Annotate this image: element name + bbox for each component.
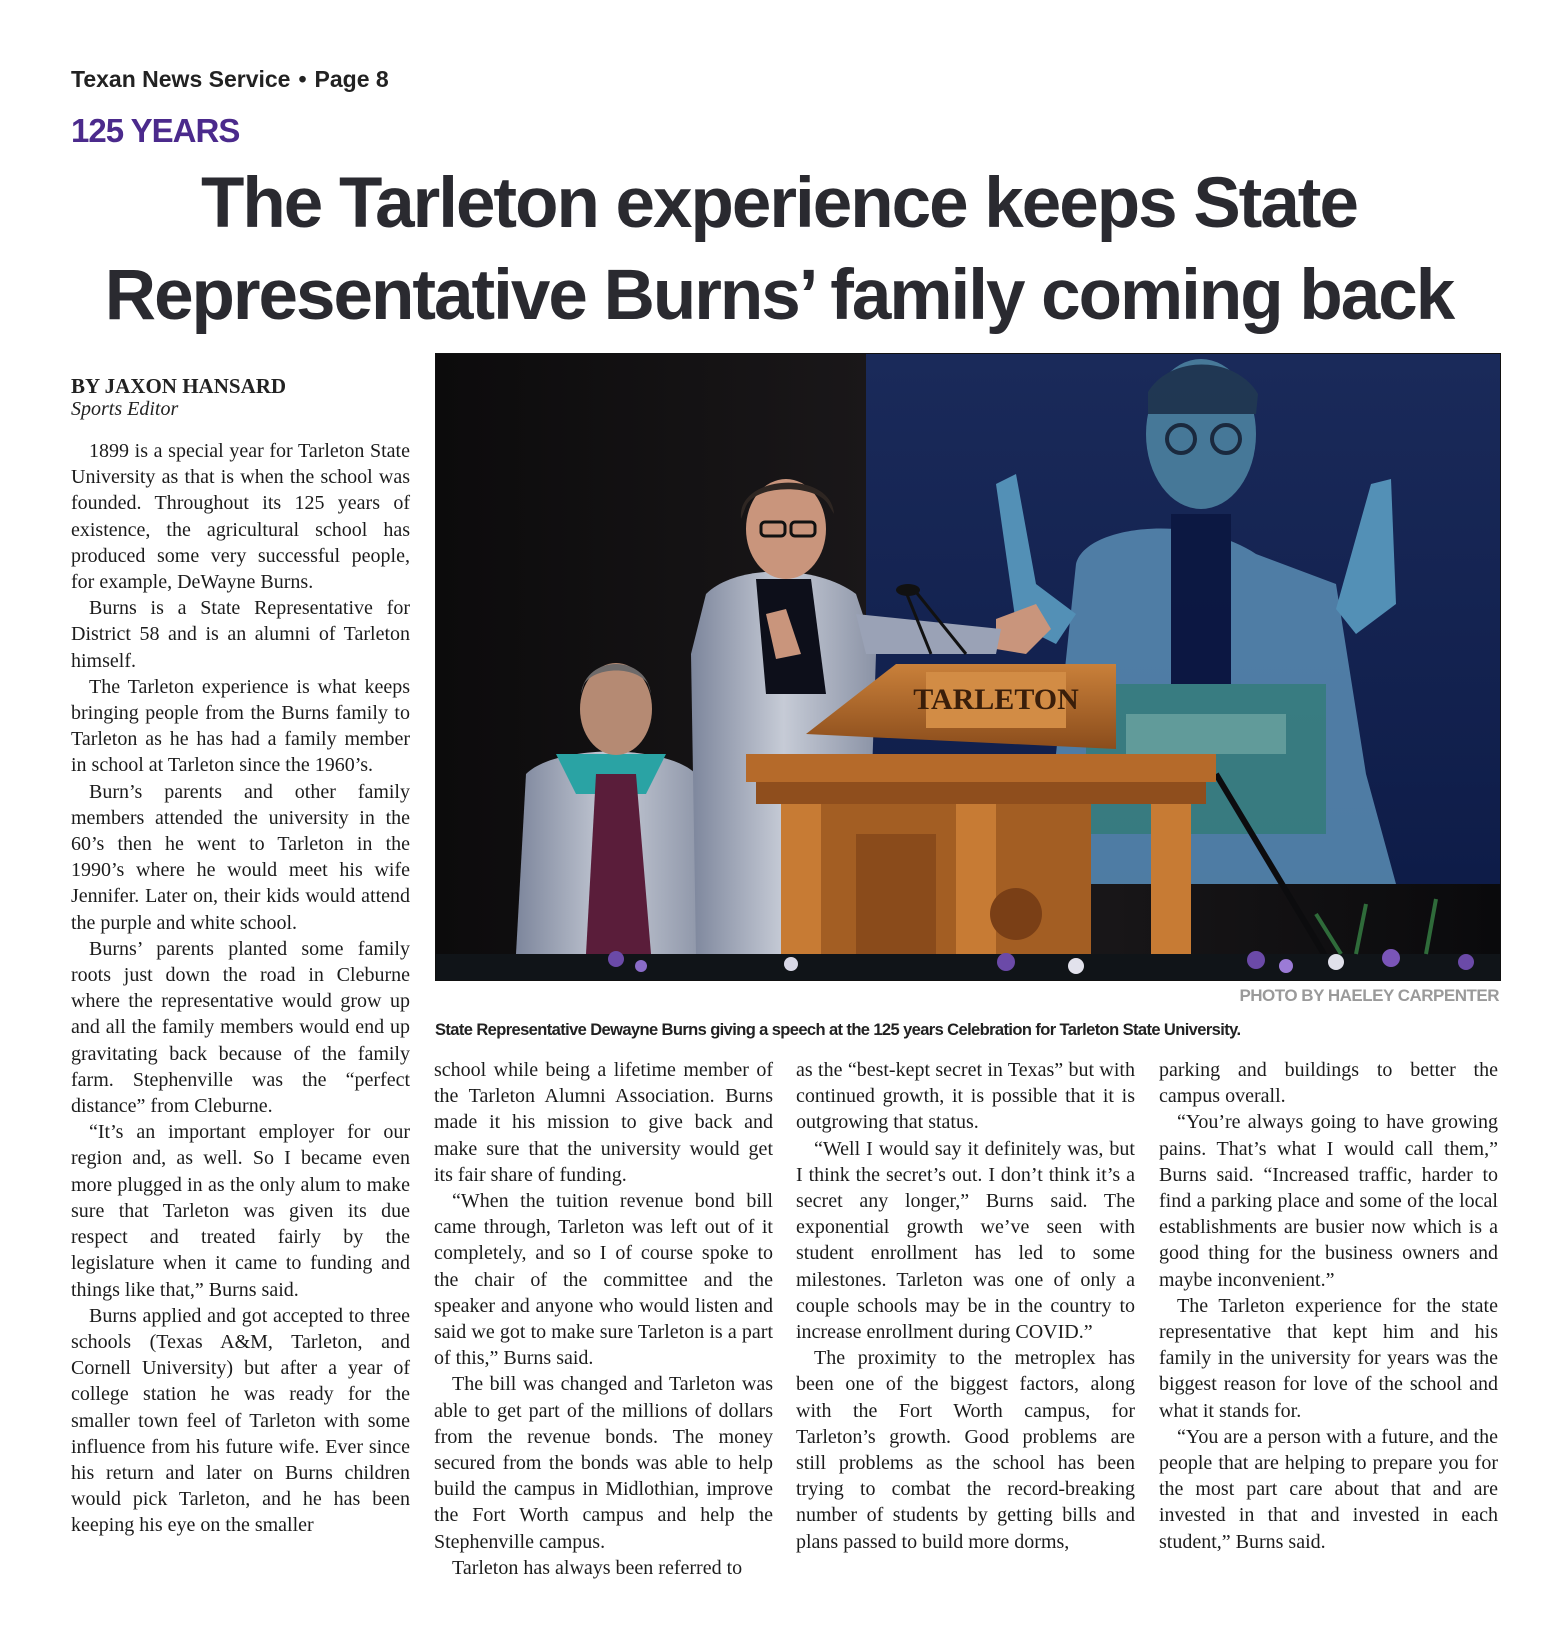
page-number: Page 8 (314, 66, 389, 92)
publication-name: Texan News Service (71, 66, 291, 92)
paragraph: Tarleton has always been referred to (452, 1556, 743, 1579)
article-column-3 (796, 1057, 1135, 1555)
paragraph: 1899 is a special year for Tarleton State University as that is when the school was founded. Throughout its 125 years of existence, the agricultural school has produced some very successful people, for example, DeWayne Burns. (71, 440, 410, 594)
article-column-4 (1159, 1057, 1498, 1555)
paragraph: “Well I would say it definitely was, but I think the secret’s out. I don’t think it’s a secret any longer,” Burns said. The exponential growth we’ve seen with student enrollment has led to some milestones. Tarleton was one of only a couple schools may be in the country to increase enrollment during COVID.” (796, 1137, 1135, 1344)
photo-illustration (436, 354, 1500, 980)
folio-separator: • (298, 66, 307, 92)
paragraph: Burn’s parents and other family members attended the university in the 60’s then he went to Tarleton in the 1990’s where he would meet his wife Jennifer. Later on, their kids would attend the purple and white school. (71, 780, 410, 934)
paragraph: “It’s an important employer for our region and, as well. So I became even more plugged in as the only alum to make sure that Tarleton was given its due respect and treated fairly by the legislature when it came to funding and things like that,” Burns said. (71, 1121, 410, 1301)
paragraph-continued: parking and buildings to better the campus overall. (1159, 1059, 1498, 1108)
page-folio (71, 66, 389, 93)
paragraph: The Tarleton experience is what keeps bringing people from the Burns family to Tarleton as he has had a family member in school at Tarleton since the 1960’s. (71, 675, 410, 777)
author-byline: BY JAXON HANSARD (71, 374, 287, 398)
paragraph: Burns is a State Representative for District 58 and is an alumni of Tarleton himself. (71, 597, 410, 672)
paragraph: The bill was changed and Tarleton was able to get part of the millions of dollars from the revenue bonds. The money secured from the bonds was able to help build the campus in Midlothian, improve the Fort Worth campus and help the Stephenville campus. (434, 1373, 773, 1553)
section-label: 125 YEARS (71, 112, 240, 149)
paragraph: “When the tuition revenue bond bill came through, Tarleton was left out of it completely, and so I of course spoke to the chair of the committee and the speaker and anyone who would listen and said we got to make sure Tarleton is a part of this,” Burns said. (434, 1190, 773, 1370)
paragraph: Burns’ parents planted some family roots just down the road in Cleburne where the representative would grow up and all the family members would end up gravitating back because of the family farm. Stephenville was the “perfect distance” from Cleburne. (71, 937, 410, 1118)
headline: The Tarleton experience keeps State Representative Burns’ family coming back (104, 164, 1454, 335)
paragraph: Burns applied and got accepted to three schools (Texas A&M, Tarleton, and Cornell University) but after a year of college station he was ready for the smaller town feel of Tarleton with some influence from his future wife. Ever since his return and later on Burns children would pick Tarleton, and he has been keeping his eye on the smaller (71, 1304, 410, 1537)
podium-text: TARLETON (913, 683, 1079, 716)
article-column-1 (71, 438, 410, 1539)
paragraph: The Tarleton experience for the state representative that kept him and his family in the university for years was the biggest reason for love of the school and what it stands for. (1159, 1294, 1498, 1422)
photo-caption: State Representative Dewayne Burns giving a speech at the 125 years Celebration for Tarleton State University. (435, 1021, 1241, 1039)
paragraph-continued: as the “best-kept secret in Texas” but with continued growth, it is possible that it is outgrowing that status. (796, 1059, 1135, 1134)
paragraph: “You are a person with a future, and the people that are helping to prepare you for the most part care about that and are invested in that and invested in each student,” Burns said. (1159, 1425, 1498, 1553)
article-photo (435, 353, 1501, 981)
author-role: Sports Editor (71, 398, 179, 420)
paragraph-continued: school while being a lifetime member of the Tarleton Alumni Association. Burns made it his mission to give back and make sure that the university would get its fair share of funding. (434, 1059, 773, 1186)
article-column-2 (434, 1057, 773, 1581)
photo-credit: PHOTO BY HAELEY CARPENTER (1239, 986, 1499, 1005)
paragraph: The proximity to the metroplex has been one of the biggest factors, along with the Fort Worth campus, for Tarleton’s growth. Good problems are still problems as the school has been trying to combat the record-breaking number of students by getting bills and plans passed to build more dorms, (796, 1347, 1135, 1553)
paragraph: “You’re always going to have growing pains. That’s what I would call them,” Burns said. “Increased traffic, harder to find a parking place and some of the local establishments are busier now which is a good thing for the business owners and maybe inconvenient.” (1159, 1111, 1498, 1291)
